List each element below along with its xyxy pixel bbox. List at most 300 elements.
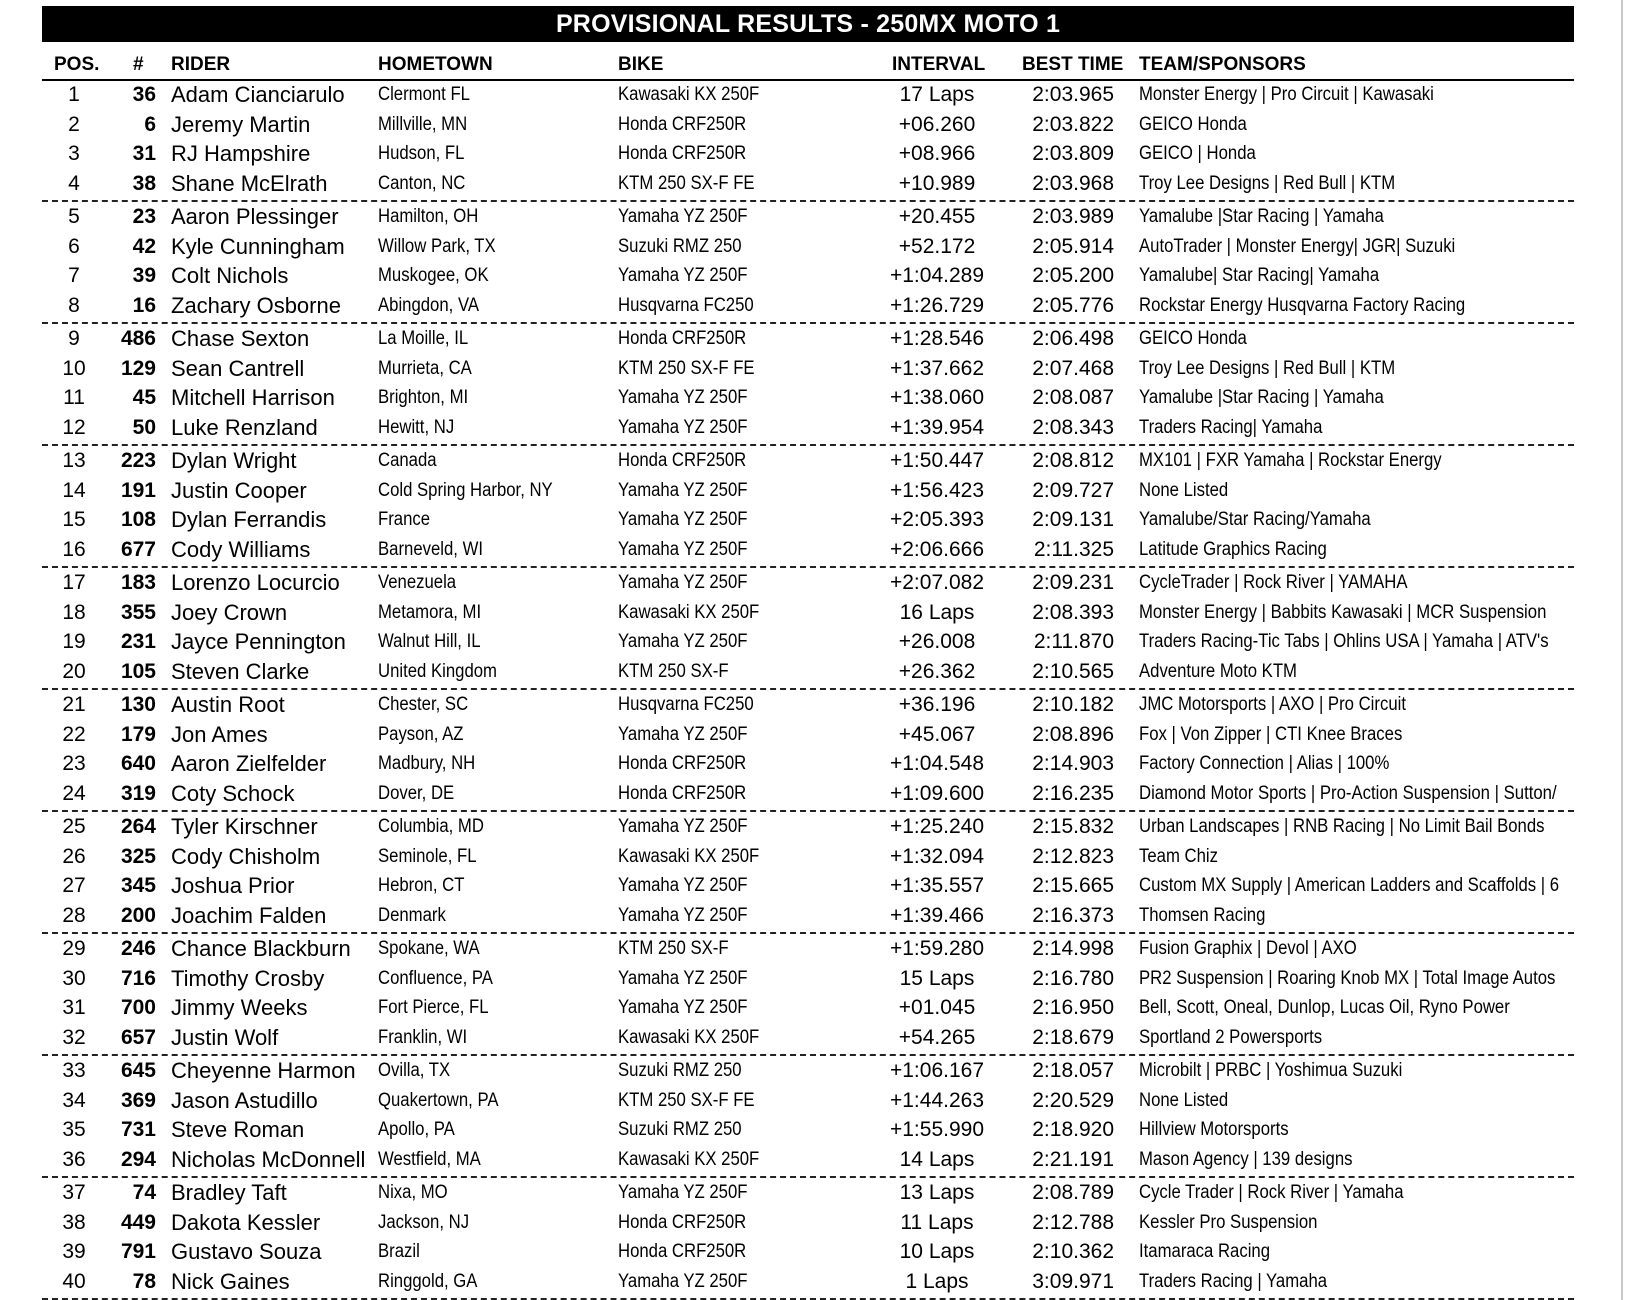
cell-interval: +2:07.082	[889, 571, 984, 594]
cell-hometown	[378, 1115, 610, 1145]
cell-position: 26	[62, 844, 86, 868]
cell-team-text: AutoTrader | Monster Energy| JGR| Suzuki	[1139, 235, 1456, 257]
cell-rider: Bradley Taft	[171, 1180, 287, 1205]
cell-bike	[618, 383, 858, 413]
table-row	[0, 657, 1600, 687]
cell-hometown	[378, 779, 610, 809]
cell-team-text: Yamalube |Star Racing | Yamaha	[1139, 387, 1384, 408]
cell-bike	[618, 627, 858, 657]
cell-hometown	[378, 993, 610, 1023]
table-row	[0, 720, 1600, 750]
cell-team-text: None Listed	[1139, 1089, 1229, 1111]
cell-team	[1139, 413, 1575, 443]
cell-team	[1139, 1178, 1575, 1208]
table-row	[0, 1056, 1600, 1086]
cell-bike	[618, 871, 858, 901]
cell-interval: 1 Laps	[905, 1269, 969, 1293]
cell-position: 14	[62, 478, 86, 502]
cell-best-time: 2:16.780	[1032, 966, 1114, 990]
cell-best-time: 2:11.325	[1033, 537, 1114, 561]
cell-best-time: 2:05.776	[1032, 293, 1114, 317]
cell-interval: +06.260	[898, 112, 976, 136]
cell-hometown-text: Canton, NC	[378, 172, 466, 194]
cell-best-time: 2:03.989	[1032, 205, 1114, 228]
cell-position: 13	[62, 449, 86, 472]
cell-team-text: MX101 | FXR Yamaha | Rockstar Energy	[1139, 450, 1442, 471]
cell-team	[1139, 657, 1575, 687]
table-row	[0, 1208, 1600, 1238]
table-row	[0, 598, 1600, 628]
cell-bike-text: Yamaha YZ 250F	[618, 416, 748, 438]
cell-rider: Adam Cianciarulo	[171, 82, 345, 107]
cell-number: 31	[132, 142, 156, 165]
cell-hometown-text: Westfield, MA	[378, 1148, 481, 1170]
cell-hometown	[378, 1267, 610, 1297]
header-rider: RIDER	[171, 54, 231, 75]
results-table	[0, 80, 1600, 1300]
cell-bike	[618, 1208, 858, 1238]
cell-bike-text: Kawasaki KX 250F	[618, 84, 760, 105]
cell-rider: Dylan Ferrandis	[171, 507, 327, 532]
cell-hometown	[378, 901, 610, 931]
cell-rider: Nicholas McDonnell	[171, 1146, 366, 1172]
cell-position: 25	[62, 815, 86, 838]
cell-bike-text: Yamaha YZ 250F	[618, 387, 748, 408]
cell-bike	[618, 139, 858, 169]
cell-interval: +1:26.729	[889, 293, 984, 317]
cell-position: 27	[62, 874, 86, 897]
cell-bike-text: Husqvarna FC250	[618, 294, 754, 316]
cell-position: 5	[68, 205, 80, 228]
row-group	[42, 812, 1574, 934]
cell-bike-text: Suzuki RMZ 250	[618, 1060, 742, 1081]
cell-rider: Chase Sexton	[171, 326, 310, 351]
cell-bike-text: Yamaha YZ 250F	[618, 572, 748, 593]
cell-hometown	[378, 1086, 610, 1116]
cell-bike-text: Kawasaki KX 250F	[618, 601, 760, 623]
cell-bike-text: Yamaha YZ 250F	[618, 509, 748, 530]
cell-hometown	[378, 1145, 610, 1175]
cell-number: 38	[132, 171, 156, 195]
cell-best-time: 2:20.529	[1032, 1088, 1114, 1112]
cell-team	[1139, 169, 1575, 199]
cell-best-time: 2:16.373	[1032, 903, 1114, 927]
cell-team-text: PR2 Suspension | Roaring Knob MX | Total Image Autos	[1139, 967, 1556, 989]
table-row	[0, 1145, 1600, 1175]
cell-number: 6	[144, 112, 156, 136]
cell-team	[1139, 139, 1575, 169]
cell-team	[1139, 476, 1575, 506]
cell-team-text: Traders Racing | Yamaha	[1139, 1270, 1328, 1292]
cell-position: 19	[62, 630, 86, 653]
cell-best-time: 2:15.665	[1032, 874, 1114, 897]
cell-hometown	[378, 505, 610, 535]
cell-bike	[618, 261, 858, 291]
cell-number: 200	[120, 903, 156, 927]
cell-bike	[618, 535, 858, 565]
cell-number: 486	[120, 327, 156, 350]
cell-bike-text: Honda CRF250R	[618, 1241, 747, 1262]
cell-interval: +08.966	[898, 142, 976, 165]
table-row	[0, 1267, 1600, 1297]
cell-team-text: Urban Landscapes | RNB Racing | No Limit Bail Bonds	[1139, 816, 1545, 837]
cell-team	[1139, 871, 1575, 901]
header-hometown: HOMETOWN	[378, 54, 493, 75]
cell-number: 677	[120, 537, 156, 561]
cell-bike-text: Honda CRF250R	[618, 753, 747, 774]
cell-rider: Lorenzo Locurcio	[171, 570, 340, 595]
cell-bike-text: Yamaha YZ 250F	[618, 538, 748, 560]
table-row	[0, 80, 1600, 110]
cell-bike-text: Kawasaki KX 250F	[618, 1148, 760, 1170]
cell-team	[1139, 749, 1575, 779]
cell-bike-text: Kawasaki KX 250F	[618, 845, 760, 867]
cell-position: 22	[62, 722, 86, 746]
cell-interval: 15 Laps	[899, 966, 975, 990]
cell-hometown-text: Franklin, WI	[378, 1026, 468, 1048]
row-group	[42, 568, 1574, 690]
cell-number: 129	[120, 356, 156, 380]
cell-team	[1139, 812, 1575, 842]
cell-interval: +1:04.548	[889, 752, 984, 775]
cell-interval: +1:44.263	[889, 1088, 984, 1112]
cell-team	[1139, 505, 1575, 535]
cell-number: 246	[120, 937, 156, 960]
cell-best-time: 2:05.914	[1032, 234, 1114, 258]
cell-number: 355	[120, 600, 156, 624]
cell-interval: +20.455	[898, 205, 976, 228]
cell-number: 36	[132, 83, 156, 106]
cell-bike	[618, 749, 858, 779]
cell-best-time: 2:10.362	[1032, 1240, 1114, 1263]
row-group	[42, 80, 1574, 202]
cell-bike	[618, 291, 858, 321]
cell-hometown	[378, 749, 610, 779]
row-group	[42, 324, 1574, 446]
cell-hometown	[378, 627, 610, 657]
cell-hometown-text: Willow Park, TX	[378, 235, 496, 257]
cell-team-text: Bell, Scott, Oneal, Dunlop, Lucas Oil, Ryno Power	[1139, 997, 1510, 1018]
cell-team-text: None Listed	[1139, 479, 1229, 501]
cell-hometown	[378, 383, 610, 413]
cell-number: 105	[120, 659, 156, 683]
cell-number: 78	[132, 1269, 156, 1293]
cell-best-time: 2:08.343	[1032, 415, 1114, 439]
cell-bike	[618, 413, 858, 443]
cell-rider: Timothy Crosby	[171, 965, 325, 991]
table-row	[0, 110, 1600, 140]
cell-hometown	[378, 476, 610, 506]
page-title: PROVISIONAL RESULTS - 250MX MOTO 1	[42, 6, 1574, 42]
cell-best-time: 2:08.896	[1032, 722, 1114, 746]
cell-position: 24	[62, 781, 86, 805]
row-group	[42, 1056, 1574, 1178]
cell-hometown	[378, 1178, 610, 1208]
cell-team	[1139, 1023, 1575, 1053]
table-row	[0, 535, 1600, 565]
cell-team	[1139, 232, 1575, 262]
cell-bike-text: Yamaha YZ 250F	[618, 997, 748, 1018]
table-row	[0, 749, 1600, 779]
table-row	[0, 446, 1600, 476]
table-row	[0, 993, 1600, 1023]
cell-rider: Joshua Prior	[171, 873, 295, 898]
cell-rider: Dylan Wright	[171, 448, 297, 473]
cell-number: 23	[132, 205, 156, 228]
cell-best-time: 2:03.822	[1032, 112, 1114, 136]
cell-team-text: Troy Lee Designs | Red Bull | KTM	[1139, 172, 1396, 194]
cell-number: 191	[120, 478, 156, 502]
cell-best-time: 2:08.393	[1032, 600, 1114, 624]
cell-rider: Austin Root	[171, 692, 285, 717]
cell-bike-text: Yamaha YZ 250F	[618, 1182, 748, 1203]
table-row	[0, 324, 1600, 354]
cell-number: 42	[132, 234, 156, 258]
cell-team-text: GEICO Honda	[1139, 113, 1247, 135]
cell-best-time: 2:08.789	[1032, 1181, 1114, 1204]
cell-number: 345	[120, 874, 156, 897]
cell-bike-text: Yamaha YZ 250F	[618, 479, 748, 501]
row-group	[42, 690, 1574, 812]
cell-hometown	[378, 413, 610, 443]
cell-hometown	[378, 110, 610, 140]
cell-number: 45	[132, 386, 156, 409]
table-row	[0, 476, 1600, 506]
cell-team	[1139, 383, 1575, 413]
cell-hometown-text: Metamora, MI	[378, 601, 482, 623]
table-row	[0, 139, 1600, 169]
cell-bike-text: KTM 250 SX-F FE	[618, 172, 755, 194]
cell-position: 35	[62, 1118, 86, 1141]
cell-bike-text: Yamaha YZ 250F	[618, 206, 748, 227]
cell-best-time: 2:09.727	[1032, 478, 1114, 502]
cell-rider: Jon Ames	[171, 721, 268, 747]
cell-hometown-text: Nixa, MO	[378, 1182, 448, 1203]
cell-position: 15	[62, 508, 86, 531]
cell-position: 20	[62, 659, 86, 683]
cell-hometown	[378, 568, 610, 598]
cell-interval: +1:39.466	[889, 903, 984, 927]
cell-team-text: Monster Energy | Pro Circuit | Kawasaki	[1139, 84, 1434, 105]
cell-bike-text: Suzuki RMZ 250	[618, 235, 742, 257]
cell-best-time: 2:14.998	[1032, 937, 1114, 960]
cell-rider: Justin Wolf	[171, 1024, 279, 1050]
cell-best-time: 2:12.788	[1032, 1210, 1114, 1234]
cell-hometown	[378, 80, 610, 110]
header-best-time: BEST TIME	[1022, 54, 1124, 75]
cell-bike	[618, 1145, 858, 1175]
cell-rider: Shane McElrath	[171, 170, 328, 196]
table-row	[0, 842, 1600, 872]
cell-interval: 14 Laps	[899, 1147, 975, 1171]
cell-number: 716	[120, 966, 156, 990]
cell-hometown-text: Denmark	[378, 904, 446, 926]
cell-hometown-text: Clermont FL	[378, 84, 470, 105]
cell-team-text: Troy Lee Designs | Red Bull | KTM	[1139, 357, 1396, 379]
cell-hometown	[378, 535, 610, 565]
cell-team-text: JMC Motorsports | AXO | Pro Circuit	[1139, 694, 1406, 715]
cell-team	[1139, 261, 1575, 291]
cell-hometown-text: Muskogee, OK	[378, 265, 489, 286]
cell-rider: Tyler Kirschner	[171, 814, 318, 839]
table-row	[0, 568, 1600, 598]
cell-number: 108	[120, 508, 156, 531]
header-number: #	[133, 54, 144, 75]
cell-bike	[618, 1023, 858, 1053]
cell-position: 21	[62, 693, 86, 716]
cell-team-text: Hillview Motorsports	[1139, 1119, 1289, 1140]
cell-rider: Nick Gaines	[171, 1268, 290, 1294]
cell-team	[1139, 202, 1575, 232]
cell-hometown	[378, 842, 610, 872]
cell-hometown-text: Hewitt, NJ	[378, 416, 455, 438]
header-team: TEAM/SPONSORS	[1139, 54, 1306, 75]
cell-rider: Joachim Falden	[171, 902, 327, 928]
cell-position: 16	[62, 537, 86, 561]
cell-bike	[618, 964, 858, 994]
cell-rider: Mitchell Harrison	[171, 385, 335, 410]
cell-team-text: Yamalube/Star Racing/Yamaha	[1139, 509, 1371, 530]
cell-rider: Chance Blackburn	[171, 936, 351, 961]
cell-team-text: Yamalube |Star Racing | Yamaha	[1139, 206, 1384, 227]
cell-bike	[618, 598, 858, 628]
cell-interval: +2:05.393	[889, 508, 984, 531]
cell-interval: +26.362	[898, 659, 976, 683]
cell-bike-text: Yamaha YZ 250F	[618, 875, 748, 896]
cell-position: 10	[62, 356, 86, 380]
cell-team	[1139, 1237, 1575, 1267]
cell-best-time: 2:08.087	[1032, 386, 1114, 409]
cell-number: 50	[132, 415, 156, 439]
cell-bike	[618, 232, 858, 262]
cell-hometown-text: Hamilton, OH	[378, 206, 479, 227]
table-row	[0, 354, 1600, 384]
cell-team	[1139, 779, 1575, 809]
cell-team	[1139, 291, 1575, 321]
cell-bike-text: Honda CRF250R	[618, 328, 747, 349]
cell-team-text: GEICO Honda	[1139, 328, 1247, 349]
cell-hometown-text: Fort Pierce, FL	[378, 997, 489, 1018]
cell-team-text: Fox | Von Zipper | CTI Knee Braces	[1139, 723, 1403, 745]
header-pos: POS.	[54, 54, 100, 75]
cell-best-time: 3:09.971	[1032, 1269, 1114, 1293]
cell-position: 3	[68, 142, 80, 165]
cell-rider: Zachary Osborne	[171, 292, 341, 318]
cell-bike-text: KTM 250 SX-F FE	[618, 1089, 755, 1111]
cell-bike	[618, 842, 858, 872]
cell-bike-text: Honda CRF250R	[618, 782, 747, 804]
cell-position: 40	[62, 1269, 86, 1293]
cell-team	[1139, 1086, 1575, 1116]
cell-hometown	[378, 354, 610, 384]
table-row	[0, 1115, 1600, 1145]
cell-position: 2	[68, 112, 80, 136]
cell-position: 18	[62, 600, 86, 624]
cell-number: 39	[132, 264, 156, 287]
cell-position: 11	[63, 386, 85, 409]
cell-hometown-text: Ovilla, TX	[378, 1060, 451, 1081]
cell-interval: +1:37.662	[889, 356, 984, 380]
cell-hometown	[378, 291, 610, 321]
cell-hometown-text: Payson, AZ	[378, 723, 464, 745]
cell-hometown-text: Chester, SC	[378, 694, 469, 715]
table-row	[0, 291, 1600, 321]
cell-position: 4	[68, 171, 80, 195]
cell-team	[1139, 1056, 1575, 1086]
cell-number: 645	[120, 1059, 156, 1082]
cell-interval: 10 Laps	[899, 1240, 975, 1263]
cell-best-time: 2:03.965	[1032, 83, 1114, 106]
cell-position: 30	[62, 966, 86, 990]
cell-best-time: 2:09.131	[1032, 508, 1114, 531]
table-row	[0, 505, 1600, 535]
table-row	[0, 169, 1600, 199]
cell-bike	[618, 110, 858, 140]
cell-bike-text: Yamaha YZ 250F	[618, 631, 748, 652]
cell-position: 36	[62, 1147, 86, 1171]
cell-number: 731	[120, 1118, 156, 1141]
cell-bike	[618, 446, 858, 476]
cell-bike	[618, 169, 858, 199]
cell-interval: +1:09.600	[889, 781, 984, 805]
row-group	[42, 446, 1574, 568]
cell-best-time: 2:08.812	[1032, 449, 1114, 472]
cell-number: 700	[120, 996, 156, 1019]
cell-hometown-text: Jackson, NJ	[378, 1211, 470, 1233]
table-row	[0, 202, 1600, 232]
cell-number: 74	[132, 1181, 156, 1204]
cell-hometown	[378, 1056, 610, 1086]
cell-interval: +1:59.280	[889, 937, 984, 960]
cell-hometown-text: La Moille, IL	[378, 328, 469, 349]
cell-number: 264	[120, 815, 156, 838]
cell-hometown-text: Columbia, MD	[378, 816, 484, 837]
cell-hometown-text: Barneveld, WI	[378, 538, 484, 560]
cell-rider: Steve Roman	[171, 1117, 305, 1142]
table-row	[0, 627, 1600, 657]
cell-number: 294	[120, 1147, 156, 1171]
cell-hometown-text: Dover, DE	[378, 782, 455, 804]
row-group	[42, 202, 1574, 324]
cell-hometown-text: Venezuela	[378, 572, 457, 593]
cell-number: 791	[120, 1240, 156, 1263]
cell-best-time: 2:15.832	[1032, 815, 1114, 838]
cell-team	[1139, 1208, 1575, 1238]
cell-number: 369	[120, 1088, 156, 1112]
header-interval: INTERVAL	[892, 54, 986, 75]
cell-rider: Steven Clarke	[171, 658, 310, 684]
cell-bike	[618, 657, 858, 687]
cell-bike-text: Yamaha YZ 250F	[618, 967, 748, 989]
cell-interval: +1:38.060	[889, 386, 984, 409]
cell-team-text: Kessler Pro Suspension	[1139, 1211, 1318, 1233]
cell-best-time: 2:07.468	[1032, 356, 1114, 380]
cell-number: 449	[120, 1210, 156, 1234]
cell-interval: 11 Laps	[900, 1210, 974, 1234]
cell-rider: Cody Williams	[171, 536, 311, 562]
cell-interval: +1:50.447	[889, 449, 984, 472]
cell-team	[1139, 934, 1575, 964]
cell-bike	[618, 1056, 858, 1086]
cell-hometown-text: Abingdon, VA	[378, 294, 480, 316]
cell-bike	[618, 1115, 858, 1145]
cell-position: 8	[68, 293, 80, 317]
table-row	[0, 901, 1600, 931]
cell-bike	[618, 568, 858, 598]
cell-hometown-text: France	[378, 509, 431, 530]
cell-rider: Joey Crown	[171, 599, 288, 625]
table-header	[0, 51, 1600, 79]
